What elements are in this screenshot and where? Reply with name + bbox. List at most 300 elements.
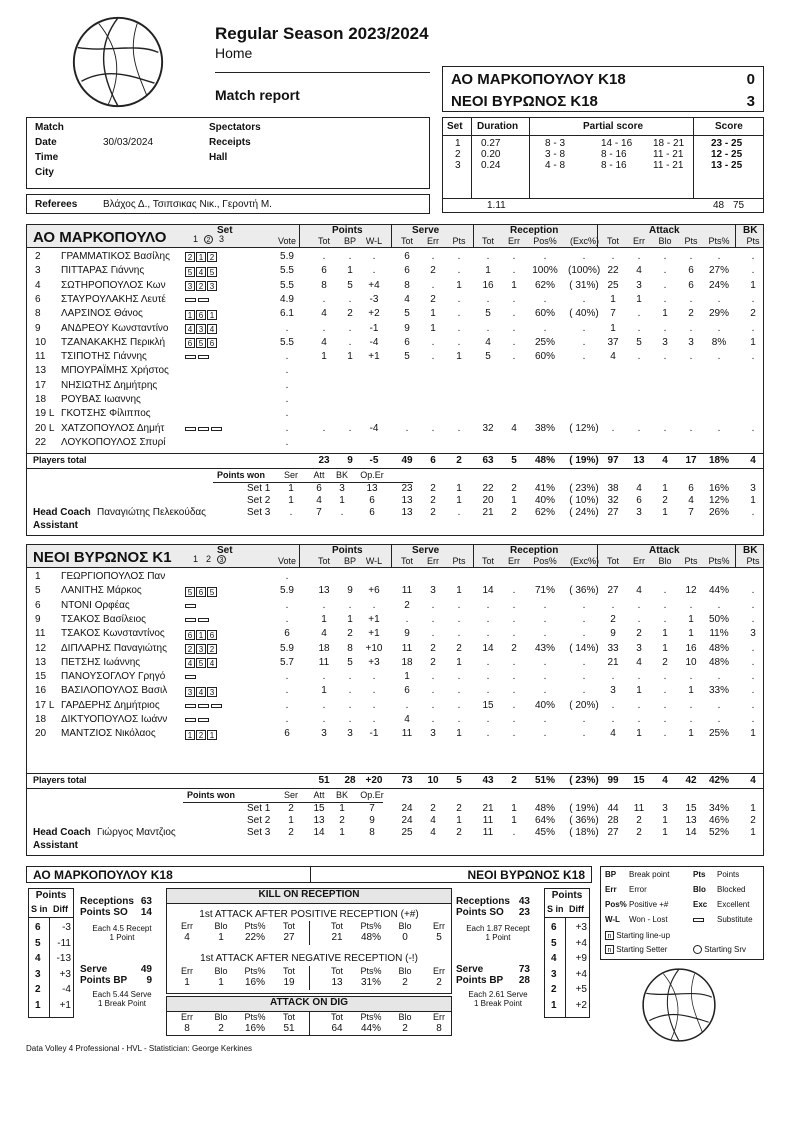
starting-position: 5 xyxy=(196,338,206,348)
player-name: ΤΣΑΚΟΣ Βασίλειος xyxy=(61,613,146,625)
player-sets xyxy=(185,295,211,306)
srv-circle-icon xyxy=(693,945,702,954)
total-sp: 2 xyxy=(456,455,462,466)
stat-se: 2 xyxy=(430,642,436,654)
stat-st: 9 xyxy=(404,628,410,640)
stat-v: 5.5 xyxy=(280,265,294,277)
team-a-name: ΑΟ ΜΑΡΚΟΠΟΥΛΟΥ Κ18 xyxy=(451,71,626,88)
player-name: ΜΑΝΤΖΙΟΣ Νικόλαος xyxy=(61,728,156,740)
stat-ab: . xyxy=(663,613,667,625)
set-stat-se: 2 xyxy=(430,483,436,494)
set-stat-app: 12% xyxy=(708,495,729,506)
stat-st: 6 xyxy=(404,251,410,262)
player-sets xyxy=(185,324,218,335)
k-head: Blo xyxy=(398,1012,412,1022)
stat-ab: 2 xyxy=(662,656,668,668)
stat-st: 1 xyxy=(404,671,410,683)
stat-rexc: . xyxy=(582,613,586,625)
right-rotation-table xyxy=(544,888,590,1018)
stat-pt: 4 xyxy=(321,336,327,348)
stat-v: . xyxy=(285,408,289,420)
player-sets xyxy=(185,644,218,655)
col-head-v: Vote xyxy=(277,236,297,246)
stat-rpos: 60% xyxy=(534,308,555,320)
right-each-rec: Each 1.87 Recept xyxy=(466,924,530,933)
stat-rpos: . xyxy=(543,656,547,668)
stat-rexc: ( 31%) xyxy=(569,279,599,291)
k-value: 13 xyxy=(331,977,343,988)
stat-app: 48% xyxy=(708,642,729,654)
set-stat-bk: 1 xyxy=(750,803,756,814)
stat-v: . xyxy=(285,365,289,377)
stat-sp: . xyxy=(457,613,461,625)
set-score: 12 - 25 xyxy=(711,149,743,160)
stat-re: . xyxy=(512,656,516,668)
team-name: ΝΕΟΙ ΒΥΡΩΝΟΣ Κ1 xyxy=(33,549,172,566)
k-value: 1 xyxy=(218,932,224,943)
stat-ap: 10 xyxy=(685,656,697,668)
neg-title: 1st ATTACK AFTER NEGATIVE RECEPTION (-!) xyxy=(200,953,418,964)
rot-zone: 4 xyxy=(35,953,41,964)
points-won-head: Att xyxy=(313,470,325,480)
total-pt: 23 xyxy=(318,455,330,466)
rot-sin-head: S in xyxy=(547,904,564,914)
stat-rexc: . xyxy=(582,251,586,262)
player-name: ΓΕΩΡΓΙΟΠΟΥΛΟΣ Παν xyxy=(61,571,166,582)
set-pw-op: 7 xyxy=(369,803,375,814)
player-name: ΓΑΡΔΕΡΗΣ Δημήτριος xyxy=(61,699,160,711)
player-number: 2 xyxy=(35,251,41,262)
stat-re: . xyxy=(512,251,516,262)
stat-ae: 5 xyxy=(636,336,642,348)
stat-rexc: . xyxy=(582,714,586,725)
stat-ab: . xyxy=(663,685,667,697)
set-stat-app: 52% xyxy=(708,827,729,838)
partial-1: 8 - 3 xyxy=(545,138,566,149)
stat-ae: 4 xyxy=(636,656,642,668)
total-bp: 28 xyxy=(344,775,356,786)
legend-key: Pos% xyxy=(605,900,627,909)
k-value: 31% xyxy=(360,977,381,988)
stat-rpos: . xyxy=(543,628,547,640)
rot-zone: 6 xyxy=(35,922,41,933)
player-number: 11 xyxy=(35,628,46,640)
player-number: 3 xyxy=(35,265,41,277)
set-stat-re: 1 xyxy=(511,815,517,826)
stat-ab: . xyxy=(663,585,667,597)
set-score: 23 - 25 xyxy=(711,138,743,149)
set-stat-ae: 2 xyxy=(636,827,642,838)
set-stat-ab: 2 xyxy=(662,495,668,506)
stat-re: . xyxy=(512,322,516,334)
stat-rt: 32 xyxy=(482,422,494,434)
total-ab: 4 xyxy=(662,455,668,466)
stat-bp: . xyxy=(348,336,352,348)
rot-diff: -11 xyxy=(57,937,71,949)
stat-rt: . xyxy=(486,656,490,668)
stat-bk: . xyxy=(751,613,755,625)
stat-sp: 1 xyxy=(456,585,462,597)
set-stat-sp: 1 xyxy=(456,815,462,826)
k-value: 2 xyxy=(402,1023,408,1034)
substitute-icon xyxy=(185,718,196,722)
set-score: 13 - 25 xyxy=(711,160,743,171)
stat-bk: . xyxy=(751,671,755,683)
stat-se: 1 xyxy=(430,322,436,334)
col-head-at: Tot xyxy=(606,236,619,246)
starting-position: 1 xyxy=(196,252,206,262)
col-head-sp: Pts xyxy=(452,236,466,246)
team2-stats-table xyxy=(26,544,764,856)
stat-v: . xyxy=(285,351,289,363)
stat-rpos: . xyxy=(543,671,547,683)
total-app: 42% xyxy=(708,775,729,786)
right-receive-summary xyxy=(456,896,540,1008)
set-stat-sp: 1 xyxy=(456,483,462,494)
left-each-rec: Each 4.5 Recept xyxy=(92,924,152,933)
stat-pt: 6 xyxy=(321,265,327,277)
stat-rt: . xyxy=(486,251,490,262)
spectators-label: Spectators xyxy=(209,122,261,133)
stat-sp: . xyxy=(457,671,461,683)
substitute-icon xyxy=(185,427,196,431)
stat-rexc: . xyxy=(582,336,586,348)
stat-ab: . xyxy=(663,714,667,725)
stat-app: . xyxy=(717,251,721,262)
rot-zone: 4 xyxy=(551,953,557,964)
set-label: Set 1 xyxy=(247,803,271,814)
set-pw-bk: . xyxy=(340,507,344,518)
starting-position: 2 xyxy=(196,281,206,291)
divider xyxy=(473,225,474,247)
player-sets xyxy=(185,615,211,626)
stat-st: 4 xyxy=(404,714,410,725)
divider xyxy=(473,545,474,567)
set-pw-att: 14 xyxy=(313,827,325,838)
k-head: Tot xyxy=(282,966,295,976)
player-sets xyxy=(185,252,218,263)
col-head-re: Err xyxy=(508,556,520,566)
stat-se: . xyxy=(431,251,435,262)
starting-position: 1 xyxy=(185,310,195,320)
stat-rt: 16 xyxy=(482,279,494,291)
k-value: 2 xyxy=(218,1023,224,1034)
stat-pt: . xyxy=(322,422,326,434)
player-sets xyxy=(185,601,198,612)
player-number: 8 xyxy=(35,308,41,320)
set-stat-ae: 6 xyxy=(636,495,642,506)
k-divider xyxy=(309,921,310,945)
total-rt: 63 xyxy=(482,455,494,466)
stat-ae: . xyxy=(637,251,641,262)
player-number: 20 xyxy=(35,728,47,740)
player-name: ΠΑΝΟΥΣΟΓΛΟΥ Γρηγό xyxy=(61,671,166,683)
set-stat-re: 1 xyxy=(511,495,517,506)
stat-bp: . xyxy=(348,322,352,334)
stat-sp: 1 xyxy=(456,279,462,291)
stat-rt: 14 xyxy=(482,642,494,654)
set-pw-ser: 1 xyxy=(288,495,294,506)
col-head-rpos: Pos% xyxy=(533,556,557,566)
set-mark: 1 xyxy=(192,554,198,564)
col-head-re: Err xyxy=(508,236,520,246)
right-serve-label: Serve xyxy=(456,964,484,975)
rot-diff: +4 xyxy=(575,937,587,949)
player-sets xyxy=(185,715,211,726)
left-rec-label: Receptions xyxy=(80,896,134,907)
stat-st: 5 xyxy=(404,351,410,363)
set-stat-bk: 1 xyxy=(750,827,756,838)
head-coach-label: Head Coach xyxy=(33,507,91,518)
k-value: 8 xyxy=(436,1023,442,1034)
player-sets xyxy=(185,309,218,320)
stat-at: 25 xyxy=(607,279,619,291)
set-stat-rexc: ( 19%) xyxy=(569,803,599,814)
set-stat-re: 2 xyxy=(511,483,517,494)
stat-rt: 15 xyxy=(482,699,494,711)
stat-ae: 1 xyxy=(636,685,642,697)
legend-key: Exc xyxy=(693,900,708,909)
set-stat-rexc: ( 36%) xyxy=(569,815,599,826)
stat-v: 6.1 xyxy=(280,308,294,320)
stat-ae: . xyxy=(637,422,641,434)
stat-se: . xyxy=(431,628,435,640)
stat-se: 2 xyxy=(430,265,436,277)
k-head: Tot xyxy=(282,1012,295,1022)
set-number: 2 xyxy=(455,149,461,160)
set-stat-at: 27 xyxy=(607,507,619,518)
stat-at: 33 xyxy=(607,642,619,654)
divider xyxy=(299,545,300,567)
stat-rexc: . xyxy=(582,599,586,611)
stat-re: . xyxy=(512,336,516,348)
player-sets xyxy=(185,729,218,740)
stat-app: . xyxy=(717,422,721,434)
stat-sp: . xyxy=(457,699,461,711)
stat-se: 3 xyxy=(430,728,436,740)
total-wl: -5 xyxy=(369,455,379,466)
stat-wl: -4 xyxy=(369,422,379,434)
total-rt: 43 xyxy=(482,775,494,786)
stat-ap: . xyxy=(689,671,693,683)
attack-on-dig xyxy=(166,996,452,1036)
right-bp-value: 28 xyxy=(518,975,530,986)
stat-st: . xyxy=(405,699,409,711)
summary-team-a: ΑΟ ΜΑΡΚΟΠΟΥΛΟΥ Κ18 xyxy=(33,868,173,882)
set-stat-se: 4 xyxy=(430,815,436,826)
player-sets xyxy=(185,686,218,697)
col-head-rpos: Pos% xyxy=(533,236,557,246)
k-value: 22% xyxy=(244,932,265,943)
starting-position: 1 xyxy=(207,310,217,320)
stat-sp: . xyxy=(457,628,461,640)
stat-st: 11 xyxy=(401,728,413,740)
k-value: 1 xyxy=(184,977,190,988)
divider xyxy=(597,545,598,567)
stat-at: . xyxy=(611,599,615,611)
stat-st: 11 xyxy=(401,642,413,654)
right-each-serve: Each 2.61 Serve xyxy=(468,990,528,999)
dig-row xyxy=(167,1012,451,1036)
players-total-label: Players total xyxy=(33,455,87,465)
stat-se: . xyxy=(431,671,435,683)
set-stat-bk: 2 xyxy=(750,815,756,826)
stat-rpos: . xyxy=(543,251,547,262)
rot-diff: +2 xyxy=(575,999,587,1011)
right-bp-label: Points BP xyxy=(456,975,504,986)
player-number: 4 xyxy=(35,279,41,291)
set-stat-rexc: ( 24%) xyxy=(569,507,599,518)
starting-position: 6 xyxy=(207,630,217,640)
col-head-at: Tot xyxy=(606,556,619,566)
stat-at: . xyxy=(611,671,615,683)
starting-position: 6 xyxy=(185,338,195,348)
set-stat-st: 25 xyxy=(401,827,413,838)
set-col-head: Set xyxy=(447,121,463,132)
k-head: Err xyxy=(181,1012,193,1022)
player-sets xyxy=(185,281,218,292)
reception-group-head: Reception xyxy=(510,225,559,236)
stat-re: . xyxy=(512,599,516,611)
stat-rpos: . xyxy=(543,714,547,725)
stat-at: 1 xyxy=(610,322,616,334)
total-re: 2 xyxy=(511,775,517,786)
stat-rexc: . xyxy=(582,628,586,640)
total-sp: 5 xyxy=(456,775,462,786)
set-number: 1 xyxy=(455,138,461,149)
player-number: 15 xyxy=(35,671,47,683)
starting-position: 6 xyxy=(207,338,217,348)
set-pw-ser: . xyxy=(289,507,293,518)
set-duration: 0.27 xyxy=(481,138,501,149)
k-value: 4 xyxy=(184,932,190,943)
stat-ab: . xyxy=(663,279,667,291)
stat-pt: . xyxy=(322,671,326,683)
k-value: 0 xyxy=(402,932,408,943)
player-number: 1 xyxy=(35,571,41,582)
set-mark: 1 xyxy=(192,234,198,244)
stat-st: 6 xyxy=(404,336,410,348)
season-title: Regular Season 2023/2024 xyxy=(215,24,429,43)
stat-v: . xyxy=(285,422,289,434)
col-head-ap: Pts xyxy=(684,556,698,566)
stat-wl: +2 xyxy=(368,308,380,320)
points-won-head: Ser xyxy=(283,470,298,480)
stat-at: 21 xyxy=(607,656,619,668)
stat-rexc: . xyxy=(582,293,586,305)
col-head-rt: Tot xyxy=(481,556,494,566)
assistant-label: Assistant xyxy=(33,840,79,851)
partial-3: 11 - 21 xyxy=(653,160,684,171)
set-stat-ab: 1 xyxy=(662,483,668,494)
set-group-head: Set xyxy=(217,225,233,236)
starting-position: 4 xyxy=(185,658,195,668)
stat-ap: . xyxy=(689,599,693,611)
stat-v: . xyxy=(285,714,289,725)
set-pw-bk: 3 xyxy=(339,483,345,494)
set-stat-rpos: 64% xyxy=(534,815,555,826)
set-pw-bk: 1 xyxy=(339,803,345,814)
divider xyxy=(735,225,736,247)
set-stat-ap: 7 xyxy=(688,507,694,518)
k-value: 5 xyxy=(436,932,442,943)
stat-ap: 1 xyxy=(688,728,694,740)
stat-bk: . xyxy=(751,322,755,334)
set-stat-ab: 3 xyxy=(662,803,668,814)
stat-ab: 3 xyxy=(662,336,668,348)
starting-position: 6 xyxy=(196,587,206,597)
set-stat-ap: 13 xyxy=(685,815,697,826)
stat-ab: . xyxy=(663,293,667,305)
line-up-square-icon: n xyxy=(605,931,614,940)
set-stat-rexc: ( 23%) xyxy=(569,483,599,494)
total-rpos: 51% xyxy=(534,775,555,786)
set-label: Set 3 xyxy=(247,827,271,838)
points-won-label: Points won xyxy=(217,470,265,480)
stat-rexc: ( 14%) xyxy=(569,642,599,654)
rot-diff: +3 xyxy=(59,968,71,980)
stat-re: . xyxy=(512,293,516,305)
stat-app: 11% xyxy=(709,628,729,640)
total-bp: 9 xyxy=(347,455,353,466)
stat-wl: +1 xyxy=(368,613,380,625)
stat-wl: . xyxy=(372,714,376,725)
set-stat-rt: 21 xyxy=(482,507,494,518)
rot-diff: +4 xyxy=(575,968,587,980)
stat-rexc: ( 12%) xyxy=(569,422,599,434)
stat-rexc: . xyxy=(582,351,586,363)
player-name: ΛΑΝΙΤΗΣ Μάρκος xyxy=(61,585,142,597)
player-number: 10 xyxy=(35,336,47,348)
rot-vline xyxy=(565,917,566,1017)
player-number: 13 xyxy=(35,365,47,377)
col-head-ap: Pts xyxy=(684,236,698,246)
stat-rt: 5 xyxy=(485,351,491,363)
stat-rexc: ( 20%) xyxy=(569,699,599,711)
starting-position: 3 xyxy=(185,687,195,697)
k-value: 21 xyxy=(331,932,343,943)
stat-rt: 4 xyxy=(485,336,491,348)
stat-at: 1 xyxy=(610,293,616,305)
legend-value: Won - Lost xyxy=(629,915,668,924)
rot-zone: 1 xyxy=(551,999,557,1011)
stat-bp: 5 xyxy=(347,279,353,291)
stat-sp: . xyxy=(457,336,461,348)
k-value: 16% xyxy=(244,1023,265,1034)
stat-wl: -1 xyxy=(369,322,379,334)
stat-rt: . xyxy=(486,728,490,740)
date-value: 30/03/2024 xyxy=(103,137,154,148)
bk-group-head: BK xyxy=(743,545,758,556)
stat-rpos: 60% xyxy=(534,351,555,363)
stat-rexc: . xyxy=(582,322,586,334)
points-won-head: BK xyxy=(335,790,348,800)
total-points-b: 75 xyxy=(733,200,745,211)
stat-se: . xyxy=(431,613,435,625)
col-head-ab: Blo xyxy=(658,236,672,246)
match-label: Match xyxy=(35,122,64,133)
rot-zone: 1 xyxy=(35,999,41,1011)
set-mark: 2 xyxy=(205,554,211,564)
player-number: 11 xyxy=(35,351,46,363)
rot-diff: -13 xyxy=(56,953,71,964)
stat-wl: +3 xyxy=(368,656,380,668)
player-number: 5 xyxy=(35,585,41,597)
starting-position: 3 xyxy=(185,281,195,291)
stat-st: 6 xyxy=(404,265,410,277)
stat-bp: 1 xyxy=(347,613,353,625)
score-col-head: Score xyxy=(715,121,743,132)
